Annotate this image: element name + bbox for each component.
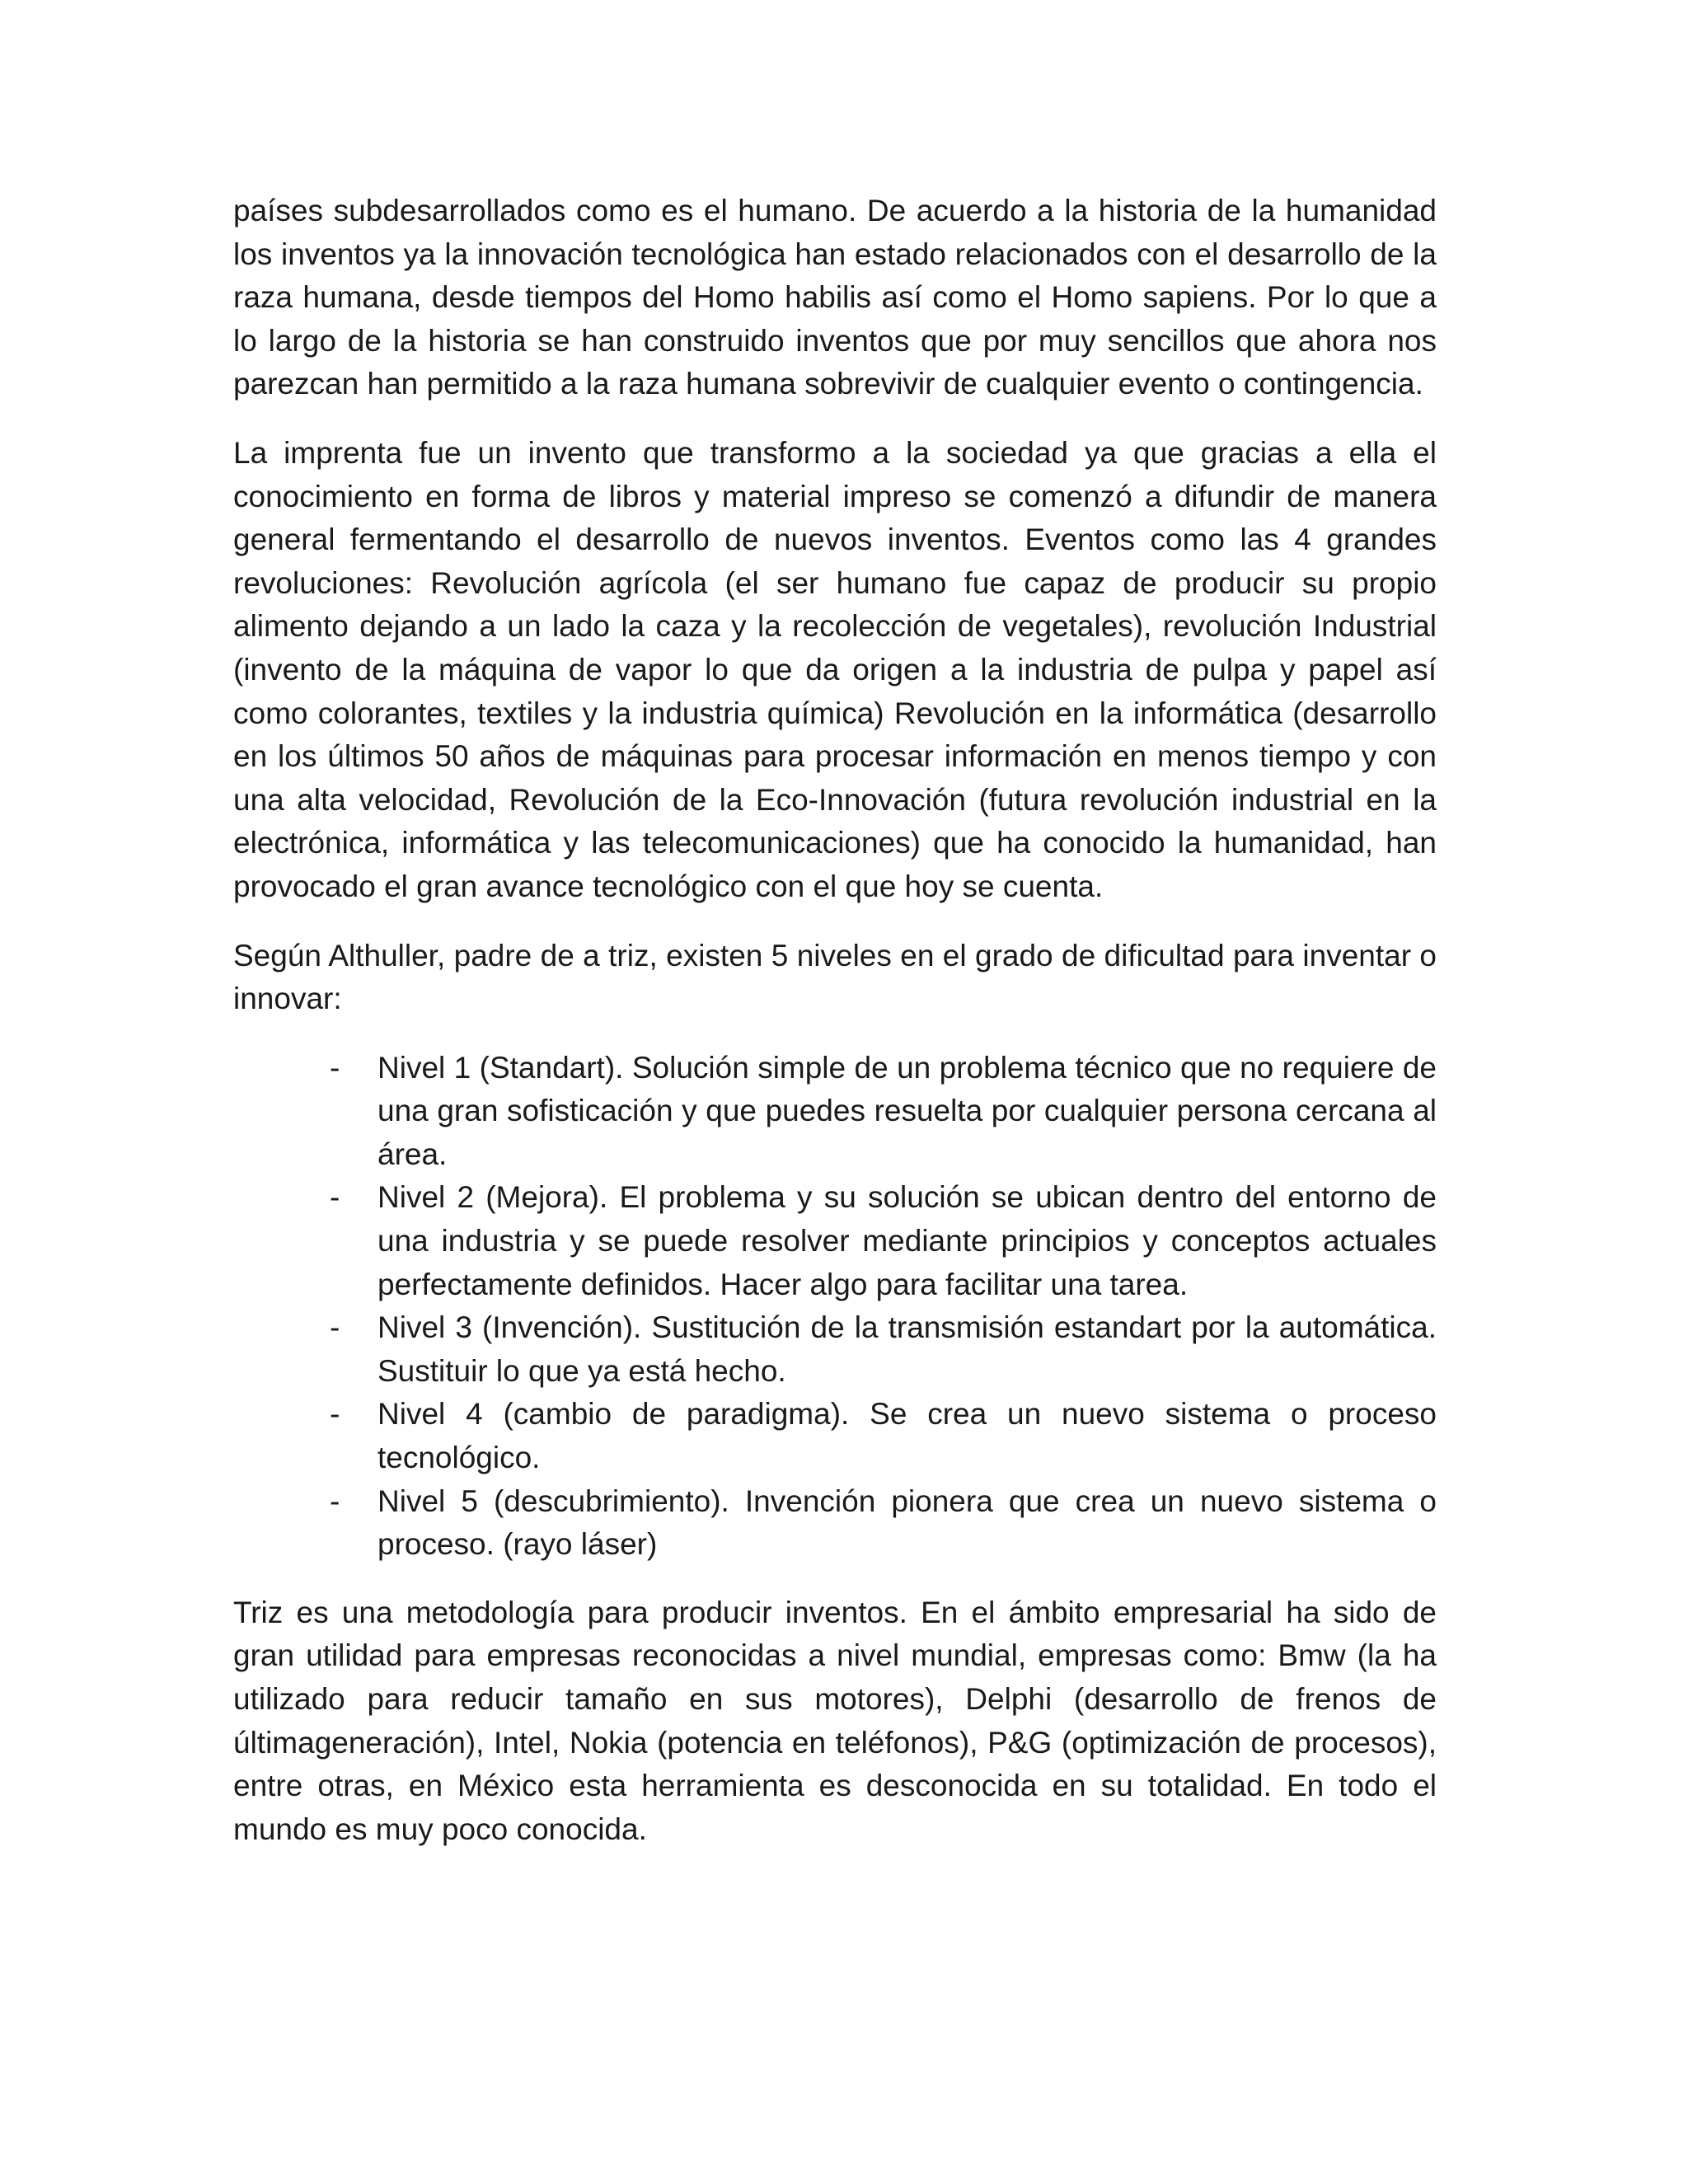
list-item-level-4 <box>233 1393 1437 1479</box>
list-item-level-1 <box>233 1047 1437 1177</box>
levels-list <box>233 1047 1437 1567</box>
paragraph-inventions-history: países subdesarrollados como es el humano. De acuerdo a la historia de la humanidad los inventos ya la innovación tecnológica han estado relacionados con el desarrollo de la raza humana, desde tiempos del Homo habilis así como el Homo sapiens. Por lo que a lo largo de la historia se han construido inventos que por muy sencillos que ahora nos parezcan han permitido a la raza humana sobrevivir de cualquier evento o contingencia. <box>233 194 1437 401</box>
list-item-level-5 <box>233 1480 1437 1567</box>
bullet-dash: - <box>330 1310 340 1345</box>
level-3-text: Nivel 3 (Invención). Sustitución de la transmisión estandart por la automática. Sustituir lo que ya está hecho. <box>377 1310 1437 1388</box>
bullet-dash: - <box>330 1180 340 1215</box>
level-1-text: Nivel 1 (Standart). Solución simple de un problema técnico que no requiere de una gran sofisticación y que puedes resuelta por cualquier persona cercana al área. <box>377 1050 1437 1171</box>
level-2-text: Nivel 2 (Mejora). El problema y su solución se ubican dentro del entorno de una industria y se puede resolver mediante principios y conceptos actuales perfectamente definidos. Hacer algo para facilitar una tarea. <box>377 1180 1437 1301</box>
list-item-level-3 <box>233 1306 1437 1393</box>
level-5-text: Nivel 5 (descubrimiento). Invención pionera que crea un nuevo sistema o proceso. (rayo láser) <box>377 1483 1437 1562</box>
list-item-level-2 <box>233 1176 1437 1306</box>
level-4-text: Nivel 4 (cambio de paradigma). Se crea un nuevo sistema o proceso tecnológico. <box>377 1397 1437 1475</box>
paragraph-revolutions: La imprenta fue un invento que transformo a la sociedad ya que gracias a ella el conocimiento en forma de libros y material impreso se comenzó a difundir de manera general fermentando el desarrollo de nuevos inventos. Eventos como las 4 grandes revoluciones: Revolución agrícola (el ser humano fue capaz de producir su propio alimento dejando a un lado la caza y la recolección de vegetales), revolución Industrial (invento de la máquina de vapor lo que da origen a la industria de pulpa y papel así como colorantes, textiles y la industria química) Revolución en la informática (desarrollo en los últimos 50 años de máquinas para procesar información en menos tiempo y con una alta velocidad, Revolución de la Eco-Innovación (futura revolución industrial en la electrónica, informática y las telecomunicaciones) que ha conocido la humanidad, han provocado el gran avance tecnológico con el que hoy se cuenta. <box>233 435 1437 903</box>
document-page <box>233 190 1437 1877</box>
bullet-dash: - <box>330 1397 340 1432</box>
bullet-dash: - <box>330 1050 340 1085</box>
paragraph-althuller-levels-intro: Según Althuller, padre de a triz, existen 5 niveles en el grado de dificultad para inventar o innovar: <box>233 938 1437 1016</box>
bullet-dash: - <box>330 1483 340 1518</box>
paragraph-triz-methodology: Triz es una metodología para producir inventos. En el ámbito empresarial ha sido de gran utilidad para empresas reconocidas a nivel mundial, empresas como: Bmw (la ha utilizado para reducir tamaño en sus motores), Delphi (desarrollo de frenos de últimageneración), Intel, Nokia (potencia en teléfonos), P&G (optimización de procesos), entre otras, en México esta herramienta es desconocida en su totalidad. En todo el mundo es muy poco conocida. <box>233 1595 1437 1846</box>
